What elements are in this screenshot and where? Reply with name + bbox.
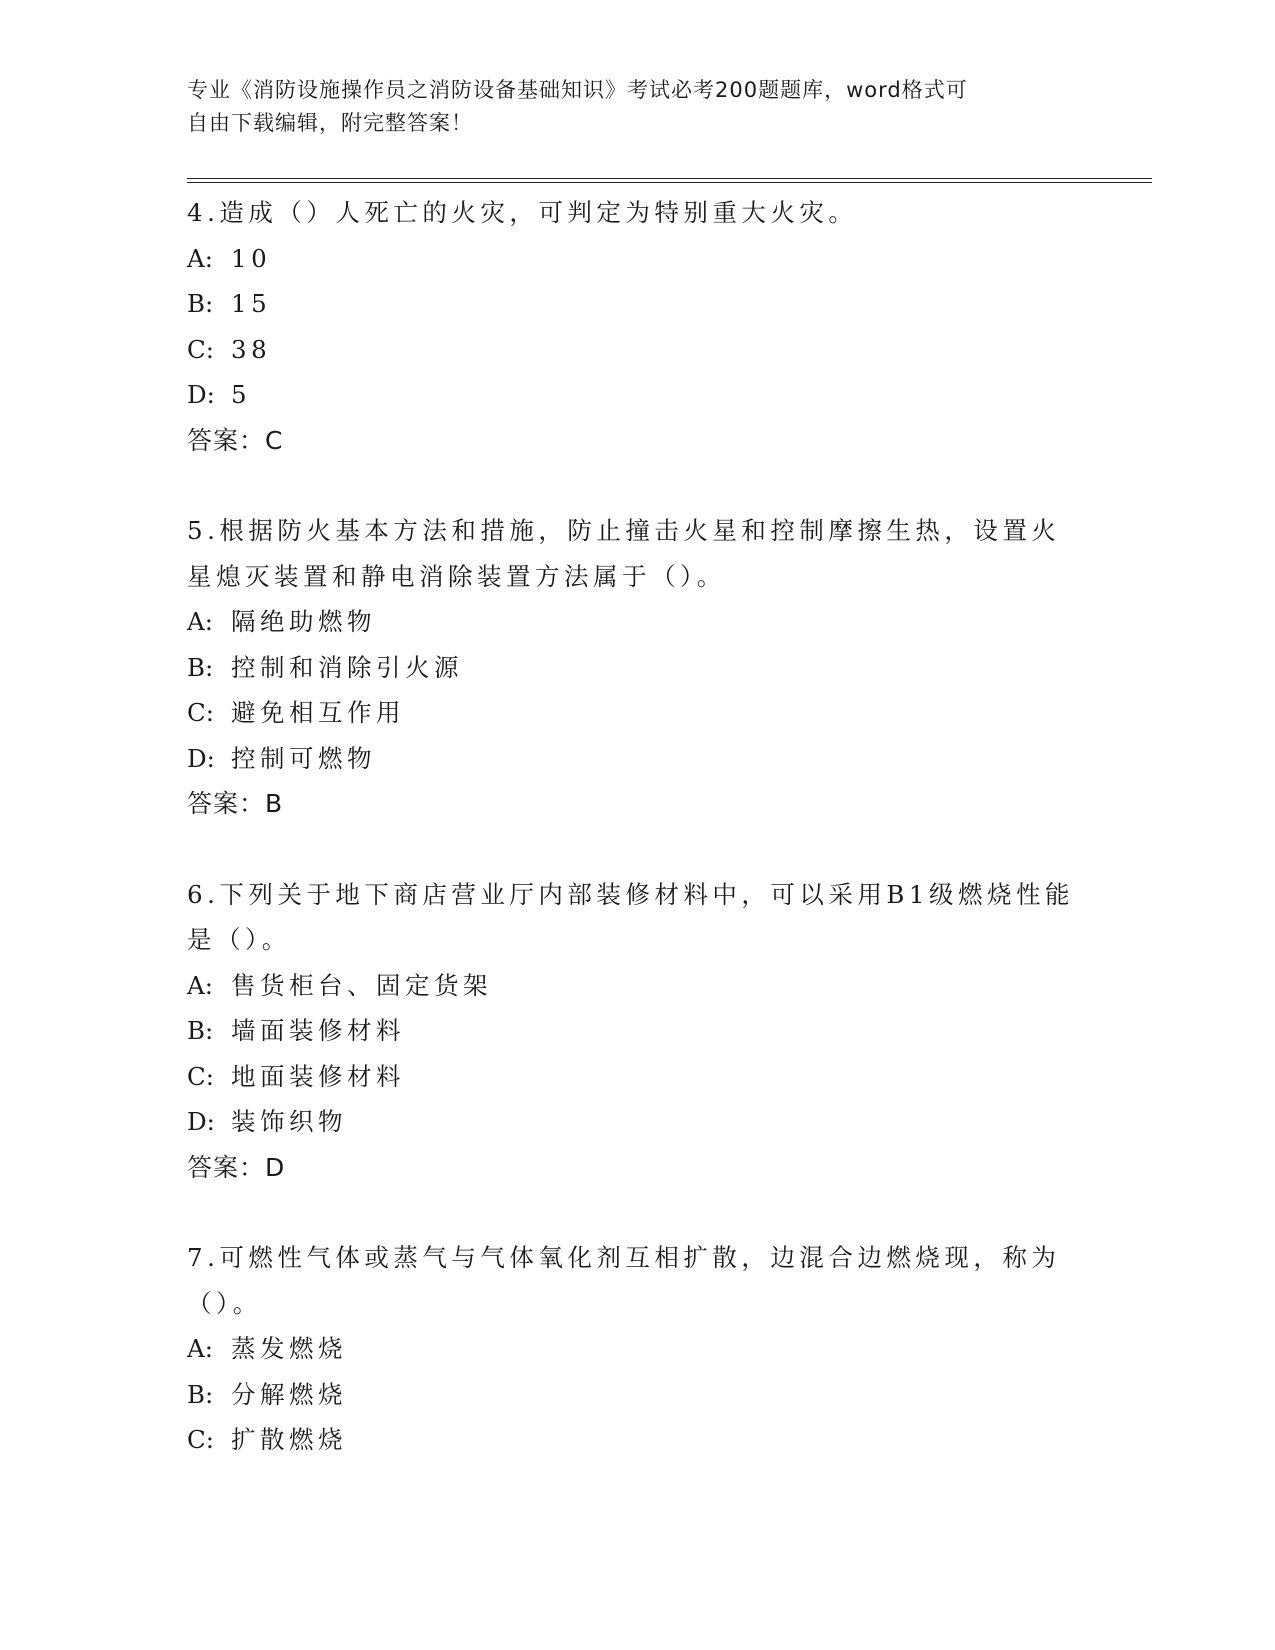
question-text: 7.可燃性气体或蒸气与气体氧化剂互相扩散，边混合边燃烧现，称为（）。	[187, 1243, 1061, 1318]
option-text: 扩散燃烧	[231, 1425, 347, 1454]
option-c	[187, 1417, 1087, 1463]
option-letter: C:	[187, 1425, 215, 1454]
option-a	[187, 963, 1087, 1009]
option-b	[187, 1008, 1087, 1054]
option-text: 蒸发燃烧	[231, 1334, 347, 1363]
question-text: 4.造成（）人死亡的火灾，可判定为特别重大火灾。	[187, 198, 858, 227]
option-letter: B:	[187, 1016, 214, 1045]
option-letter: D:	[187, 743, 215, 773]
header-line-1: 专业《消防设施操作员之消防设备基础知识》考试必考200题题库，word格式可	[187, 78, 968, 102]
option-c	[187, 327, 1087, 373]
option-text: 38	[231, 334, 272, 364]
option-d	[187, 1099, 1087, 1145]
option-text: 墙面装修材料	[231, 1016, 405, 1045]
question-text: 5.根据防火基本方法和措施，防止撞击火星和控制摩擦生热，设置火星熄灭装置和静电消除装置方法属于（）。	[187, 516, 1061, 591]
question-5	[187, 508, 1087, 827]
option-text: 售货柜台、固定货架	[231, 970, 492, 1000]
option-text: 分解燃烧	[231, 1379, 347, 1409]
option-letter: C:	[187, 698, 215, 727]
question-list	[187, 190, 1087, 1508]
option-a	[187, 236, 1087, 282]
option-letter: B:	[187, 652, 214, 682]
option-d	[187, 736, 1087, 782]
answer-line: 答案：D	[187, 1152, 286, 1182]
option-text: 装饰织物	[231, 1107, 347, 1136]
option-letter: A:	[187, 607, 213, 636]
option-b	[187, 281, 1087, 327]
option-text: 15	[231, 289, 272, 318]
option-a	[187, 1326, 1087, 1372]
answer-line: 答案：B	[187, 789, 284, 818]
option-text: 5	[231, 380, 252, 409]
option-letter: A:	[187, 1334, 213, 1363]
option-b	[187, 1372, 1087, 1418]
answer-line: 答案：C	[187, 425, 284, 455]
option-letter: C:	[187, 334, 215, 364]
option-text: 控制可燃物	[231, 743, 376, 773]
option-letter: B:	[187, 1379, 214, 1409]
header-divider-bottom	[187, 182, 1152, 183]
option-letter: A:	[187, 243, 213, 273]
option-c	[187, 690, 1087, 736]
option-text: 避免相互作用	[231, 698, 405, 727]
option-b	[187, 645, 1087, 691]
header-divider-top	[187, 178, 1152, 179]
document-header	[187, 74, 1067, 140]
question-4	[187, 190, 1087, 463]
option-text: 地面装修材料	[231, 1061, 405, 1091]
question-6	[187, 872, 1087, 1191]
option-text: 10	[231, 243, 272, 273]
option-letter: D:	[187, 380, 215, 409]
option-text: 控制和消除引火源	[231, 652, 463, 682]
option-letter: D:	[187, 1107, 215, 1136]
question-7	[187, 1235, 1087, 1463]
option-c	[187, 1054, 1087, 1100]
header-line-2: 自由下载编辑，附完整答案！	[187, 111, 473, 135]
option-letter: B:	[187, 289, 214, 318]
option-letter: A:	[187, 970, 213, 1000]
option-d	[187, 372, 1087, 418]
question-text: 6.下列关于地下商店营业厅内部装修材料中，可以采用B1级燃烧性能是（）。	[187, 879, 1074, 954]
option-a	[187, 599, 1087, 645]
option-text: 隔绝助燃物	[231, 607, 376, 636]
option-letter: C:	[187, 1061, 215, 1091]
